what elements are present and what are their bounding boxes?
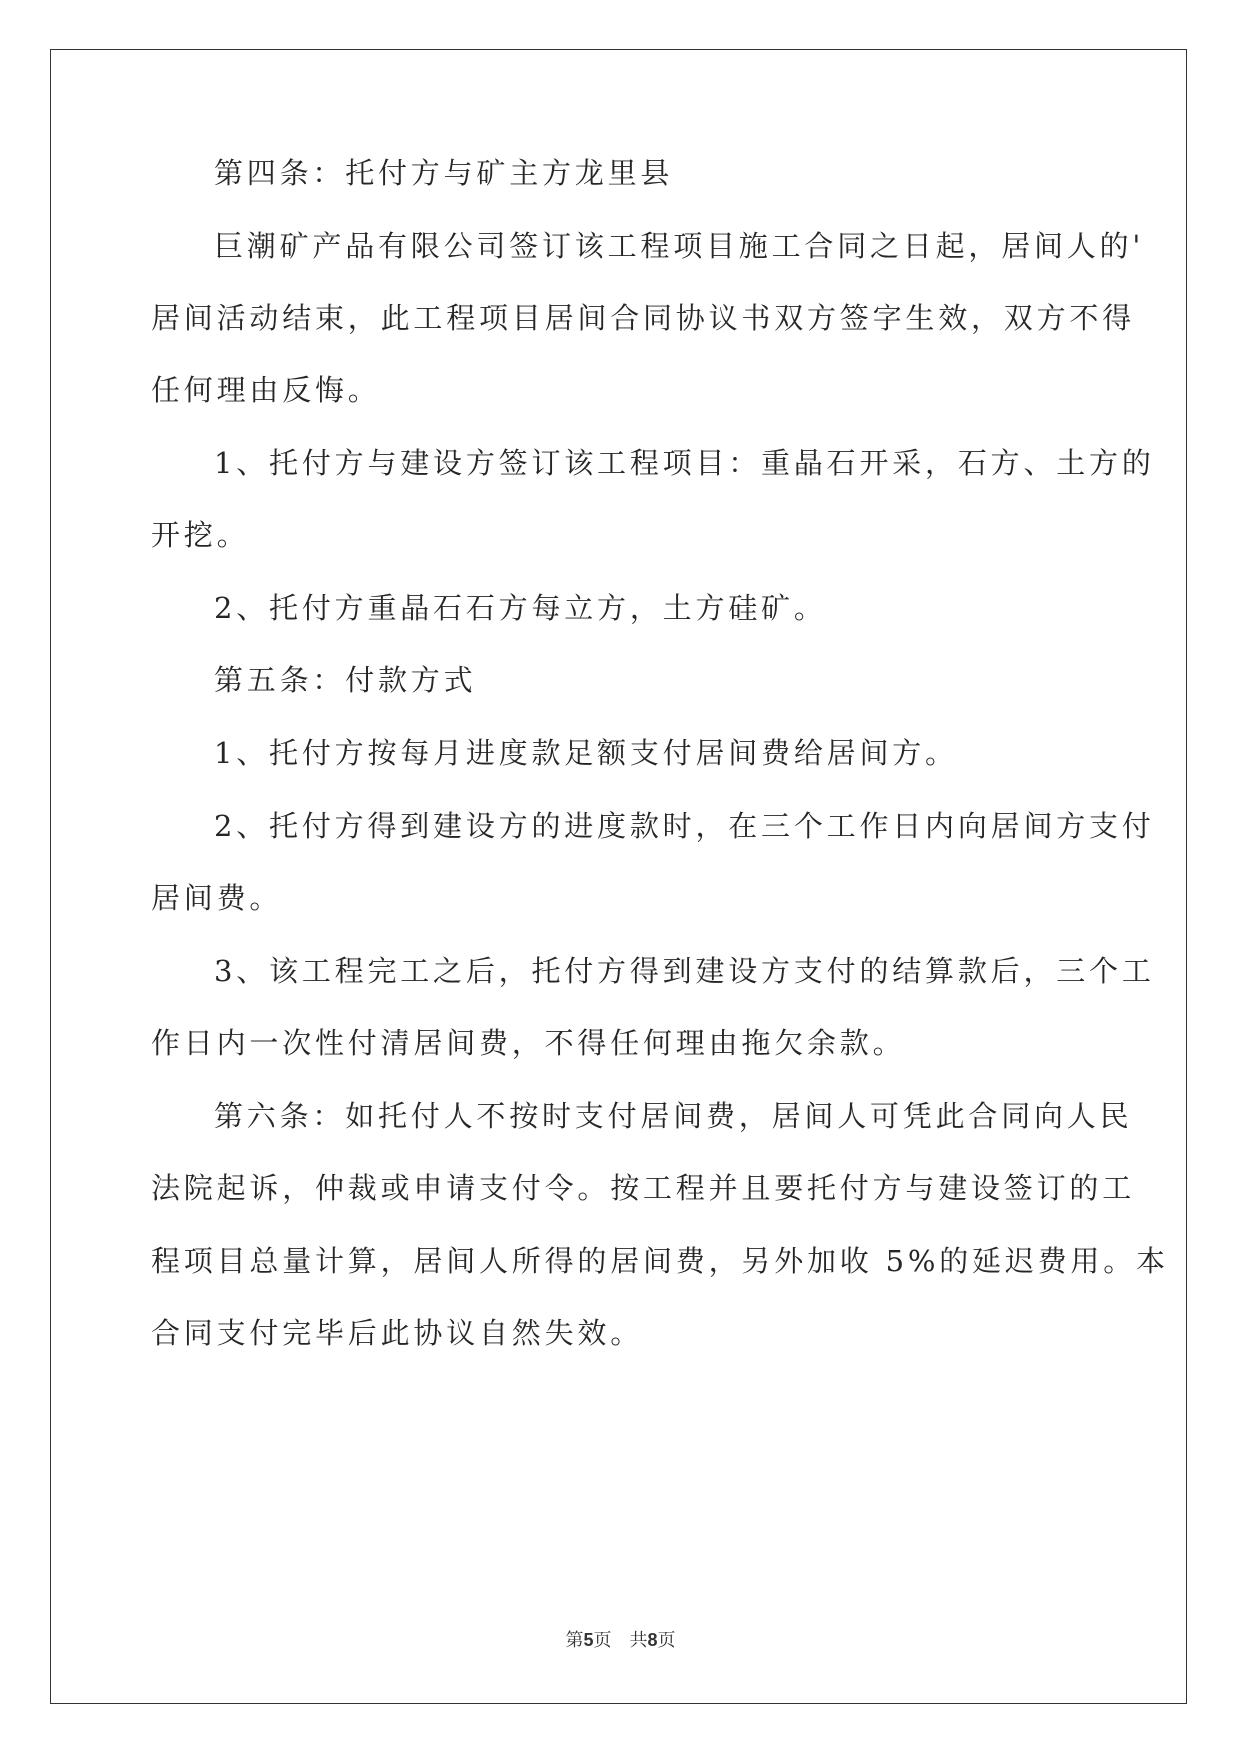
article-6-paragraph: 第六条：如托付人不按时支付居间费，居间人可凭此合同向人民 [214,1099,1133,1133]
paragraph-line: 合同支付完毕后此协议自然失效。 [151,1316,644,1350]
footer-suffix: 页 [657,1630,676,1651]
paragraph-line: 开挖。 [151,518,250,552]
paragraph-line: 程项目总量计算，居间人所得的居间费，另外加收 5%的延迟费用。本 [151,1244,1169,1278]
current-page-number: 5 [583,1630,594,1650]
clause-item: 2、托付方得到建设方的进度款时，在三个工作日内向居间方支付 [214,809,1155,843]
paragraph-line: 居间活动结束，此工程项目居间合同协议书双方签字生效，双方不得 [151,301,1136,335]
page-number-footer [0,1626,1241,1652]
paragraph-line: 居间费。 [151,881,283,915]
clause-item: 1、托付方按每月进度款足额支付居间费给居间方。 [214,736,958,770]
footer-middle: 页 共 [593,1630,648,1651]
page-border [50,49,1187,1704]
clause-item: 3、该工程完工之后，托付方得到建设方支付的结算款后，三个工 [214,954,1155,988]
clause-item: 1、托付方与建设方签订该工程项目：重晶石开采，石方、土方的 [214,446,1155,480]
article-4-heading: 第四条：托付方与矿主方龙里县 [214,156,674,190]
total-page-number: 8 [647,1630,658,1650]
paragraph-line: 任何理由反悔。 [151,373,381,407]
paragraph-line: 巨潮矿产品有限公司签订该工程项目施工合同之日起，居间人的' [214,229,1145,263]
footer-prefix: 第 [565,1630,584,1651]
paragraph-line: 法院起诉，仲裁或申请支付令。按工程并且要托付方与建设签订的工 [151,1171,1136,1205]
article-5-heading: 第五条：付款方式 [214,663,477,697]
clause-item: 2、托付方重晶石石方每立方，土方硅矿。 [214,591,827,625]
paragraph-line: 作日内一次性付清居间费，不得任何理由拖欠余款。 [151,1026,906,1060]
